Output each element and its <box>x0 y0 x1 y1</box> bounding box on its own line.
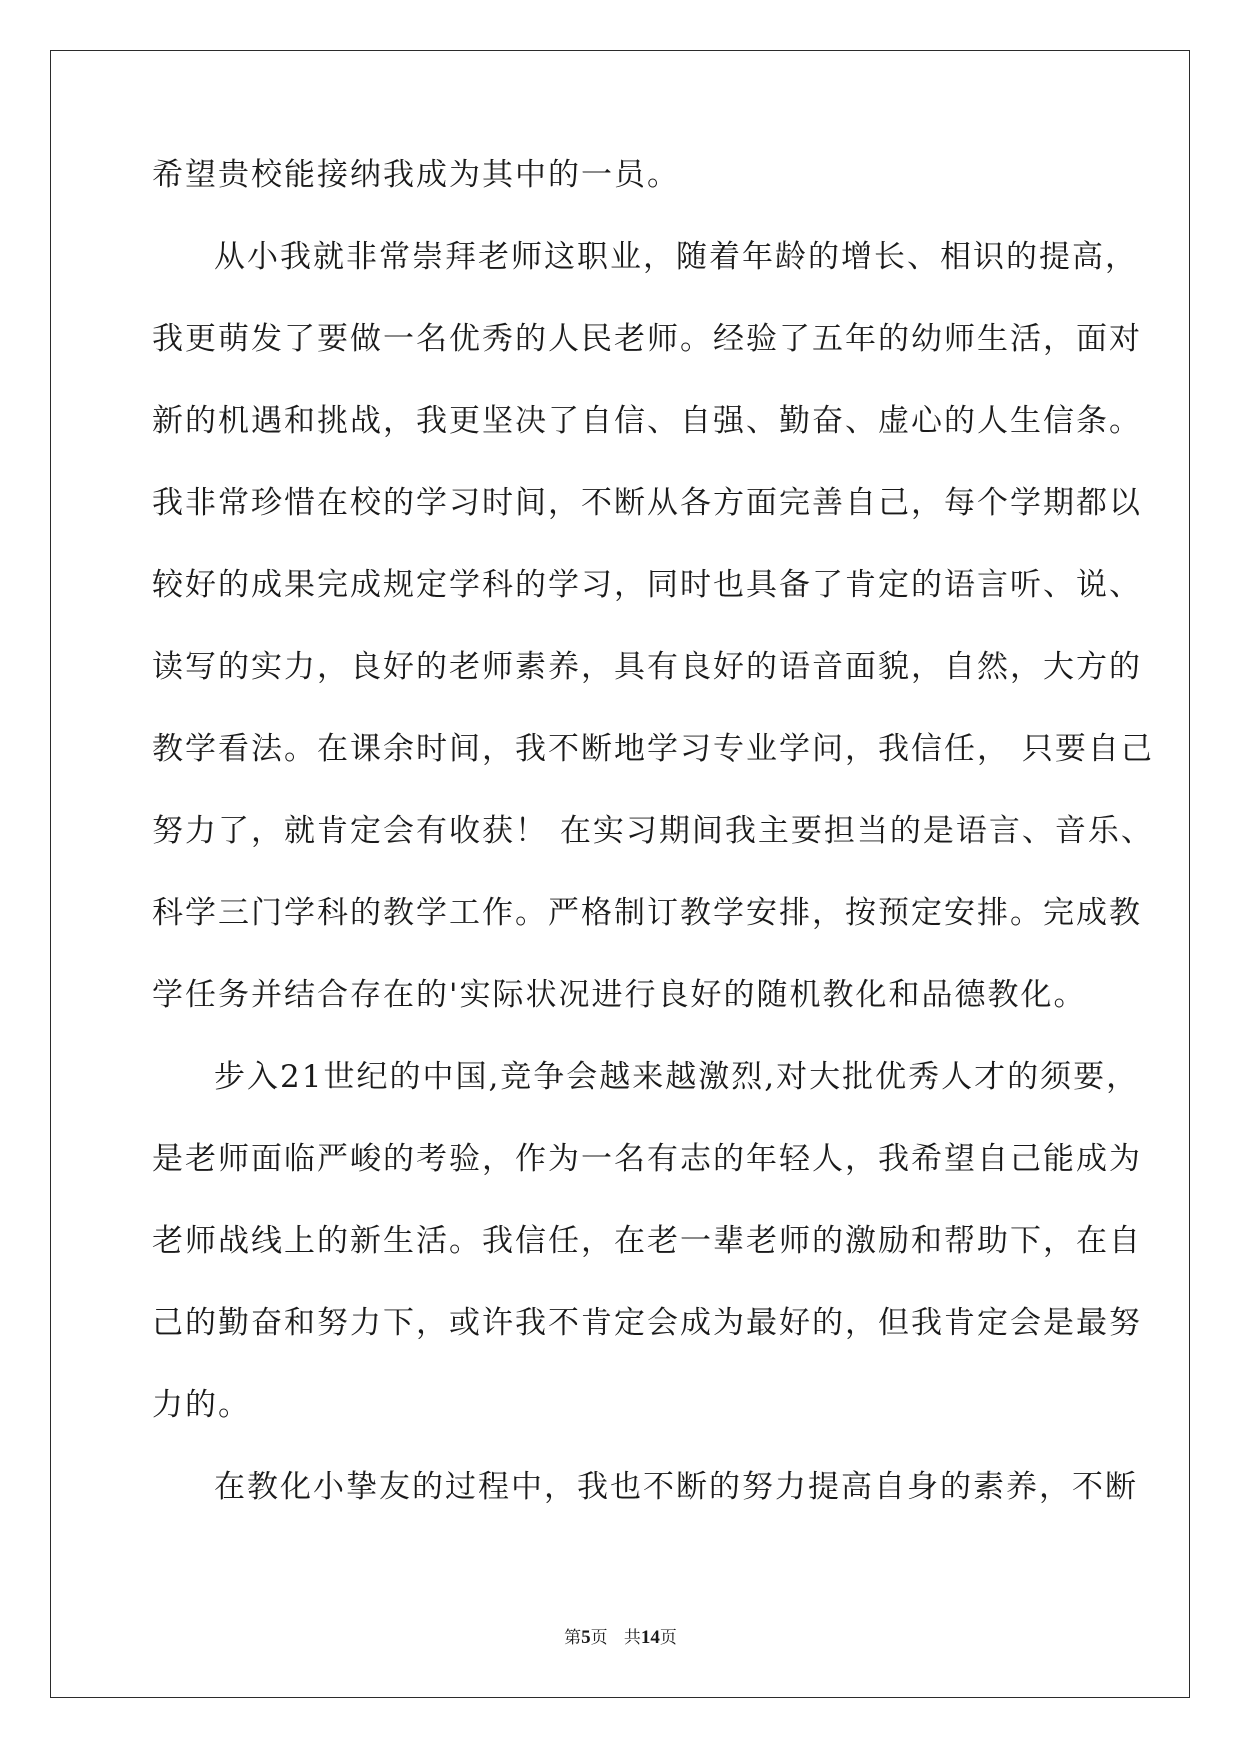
text-line: 读写的实力，良好的老师素养，具有良好的语音面貌，自然，大方的 <box>152 649 1142 685</box>
paragraph-start-line: 步入21世纪的中国,竞争会越来越激烈,对大批优秀人才的须要， <box>214 1059 1140 1095</box>
footer-middle: 页 共 <box>590 1628 641 1648</box>
text-line: 努力了，就肯定会有收获！ 在实习期间我主要担当的是语言、音乐、 <box>152 813 1154 849</box>
text-line: 老师战线上的新生活。我信任，在老一辈老师的激励和帮助下，在自 <box>152 1223 1142 1259</box>
text-line: 己的勤奋和努力下，或许我不肯定会成为最好的，但我肯定会是最努 <box>152 1305 1142 1341</box>
body-text <box>152 155 1154 1549</box>
text-line: 较好的成果完成规定学科的学习，同时也具备了肯定的语言听、说、 <box>152 567 1142 603</box>
footer-suffix: 页 <box>659 1628 677 1648</box>
current-page-number: 5 <box>581 1627 591 1648</box>
page-number-footer <box>0 1627 1241 1649</box>
text-line: 教学看法。在课余时间，我不断地学习专业学问，我信任， 只要自己 <box>152 731 1154 767</box>
text-line: 新的机遇和挑战，我更坚决了自信、自强、勤奋、虚心的人生信条。 <box>152 403 1142 439</box>
text-line: 科学三门学科的教学工作。严格制订教学安排，按预定安排。完成教 <box>152 895 1142 931</box>
text-line: 我更萌发了要做一名优秀的人民老师。经验了五年的幼师生活，面对 <box>152 321 1142 357</box>
total-page-count: 14 <box>640 1627 660 1648</box>
text-line: 希望贵校能接纳我成为其中的一员。 <box>152 157 680 193</box>
footer-prefix: 第 <box>564 1628 582 1648</box>
text-line: 学任务并结合存在的'实际状况进行良好的随机教化和品德教化。 <box>152 977 1087 1013</box>
text-line: 力的。 <box>152 1387 251 1423</box>
paragraph-start-line: 在教化小挚友的过程中，我也不断的努力提高自身的素养，不断 <box>214 1469 1138 1505</box>
paragraph-start-line: 从小我就非常崇拜老师这职业，随着年龄的增长、相识的提高， <box>214 239 1138 275</box>
text-line: 是老师面临严峻的考验，作为一名有志的年轻人，我希望自己能成为 <box>152 1141 1142 1177</box>
text-line: 我非常珍惜在校的学习时间，不断从各方面完善自己，每个学期都以 <box>152 485 1142 521</box>
